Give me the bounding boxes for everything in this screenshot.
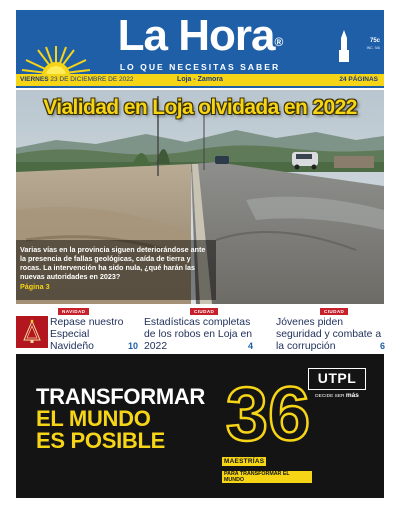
utpl-advertisement[interactable]	[16, 354, 384, 498]
teaser-title[interactable]: Jóvenes piden seguridad y combate a la corrupción	[276, 317, 382, 352]
divider	[16, 86, 384, 88]
utpl-logo[interactable]: UTPL	[308, 368, 366, 390]
price: 75c INC. IVA	[366, 38, 380, 50]
ad-slogan: TRANSFORMAR EL MUNDO ES POSIBLE	[36, 384, 206, 453]
christmas-tree-icon	[16, 316, 48, 348]
utpl-tagline: DECIDE SER más	[315, 392, 359, 399]
section-tag: CIUDAD	[190, 308, 218, 315]
teaser-title[interactable]: Estadísticas completas de los robos en Loja en 2022	[144, 317, 253, 352]
section-tag: CIUDAD	[320, 308, 348, 315]
teaser-robberies[interactable]	[144, 308, 262, 352]
issue-date: VIERNES 23 DE DICIEMBRE DE 2022	[20, 76, 134, 83]
building-icon	[338, 30, 350, 62]
teaser-page-number: 10	[128, 341, 139, 351]
hero-headline[interactable]: Vialidad en Loja olvidada en 2022	[43, 96, 357, 119]
section-tag: NAVIDAD	[58, 308, 89, 315]
hero-story[interactable]	[16, 90, 384, 304]
ad-number	[224, 374, 312, 454]
teaser-christmas[interactable]	[16, 308, 139, 352]
date-bar	[16, 74, 384, 88]
svg-text:36: 36	[225, 374, 311, 454]
page-count: 24 PÁGINAS	[339, 76, 378, 83]
hero-summary: Varias vías en la provincia siguen deteriorándose ante la presencia de fallas geológicas, caída de tierra y rocas. La intervención ha sido nula, ¿qué harán las nuevas autoridades en 2023? Página 3	[16, 240, 216, 300]
newspaper-logo[interactable]: La Hora®	[117, 11, 283, 60]
teaser-page-number: 6	[380, 341, 386, 351]
slogan: LO QUE NECESITAS SABER	[119, 62, 281, 72]
ad-maestrias: MAESTRÍAS PARA TRANSFORMAR EL MUNDO	[222, 450, 312, 486]
hero-page-ref[interactable]: Página 3	[20, 282, 50, 291]
masthead	[16, 10, 384, 74]
edition-city: Loja - Zamora	[177, 76, 223, 83]
teaser-youth-security[interactable]	[276, 308, 384, 352]
teaser-title[interactable]: Repase nuestro Especial Navideño	[50, 317, 124, 352]
teaser-page-number: 4	[248, 341, 254, 351]
